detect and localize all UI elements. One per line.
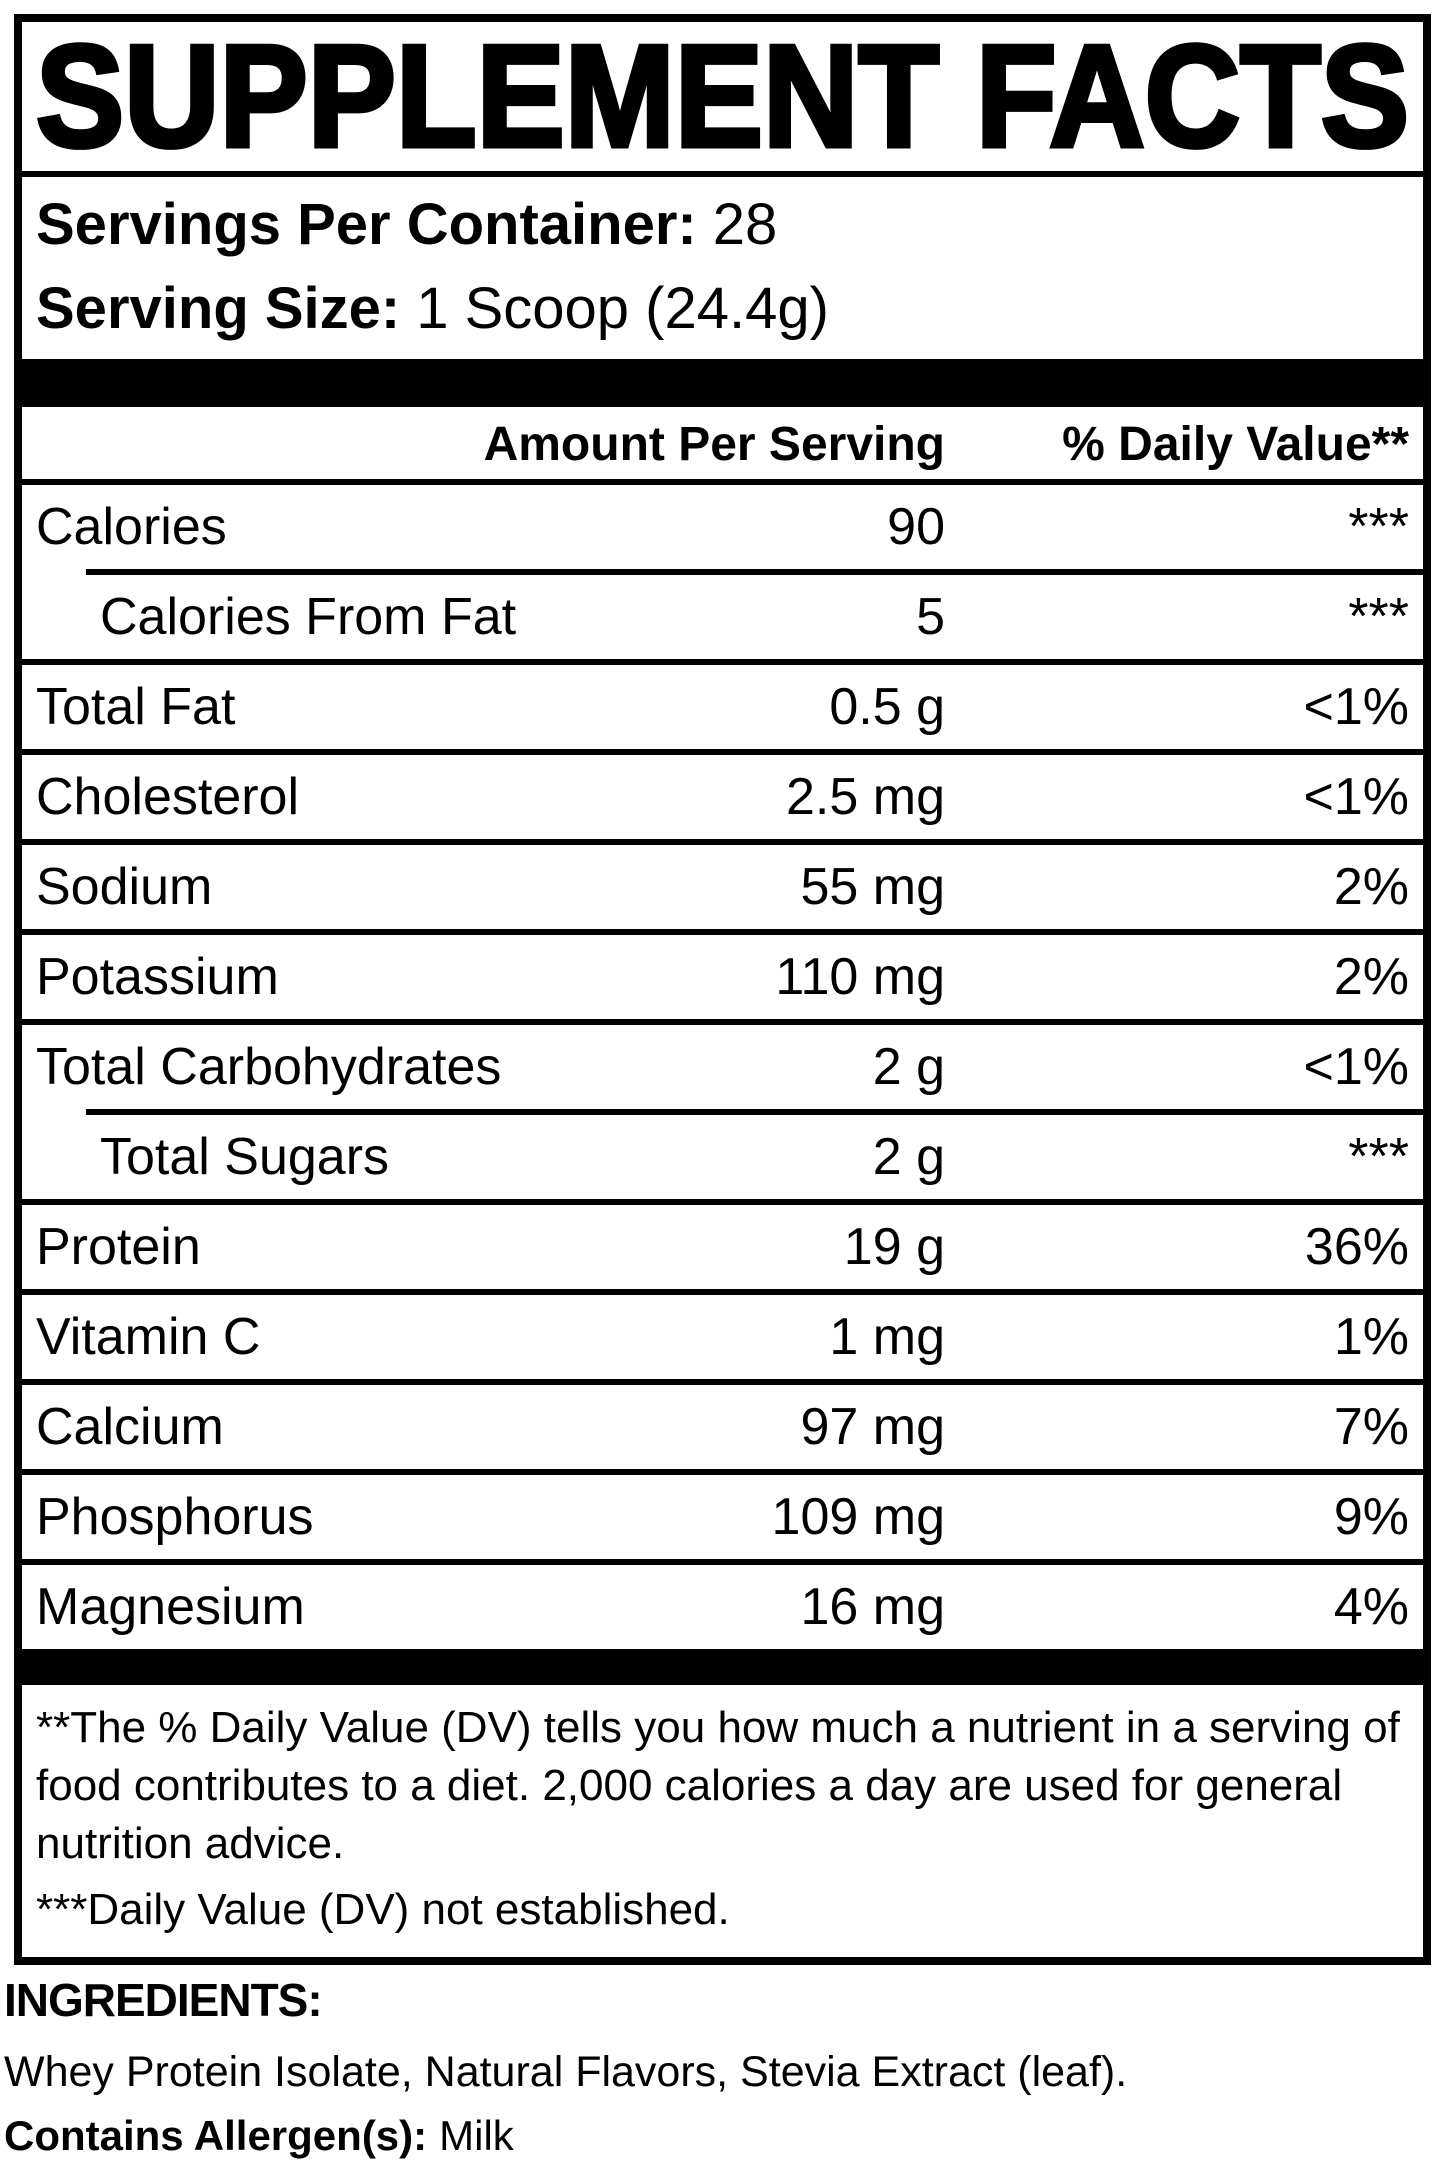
- footnotes: [22, 1685, 1423, 1957]
- serving-size-label: Serving Size:: [36, 276, 401, 341]
- nutrient-amount: 5: [916, 588, 945, 646]
- servings-per-container-line: [22, 183, 1423, 267]
- section-separator-bar-bottom: [22, 1649, 1423, 1685]
- nutrient-daily-value: <1%: [1303, 1038, 1409, 1096]
- nutrient-daily-value: ***: [1348, 498, 1409, 556]
- nutrient-amount: 1 mg: [829, 1308, 945, 1366]
- table-row: [22, 479, 1423, 569]
- table-row: [22, 839, 1423, 929]
- nutrient-daily-value: 4%: [1333, 1578, 1409, 1636]
- allergen-label: Contains Allergen(s):: [4, 2112, 428, 2159]
- panel-title-wrap: [22, 15, 1423, 177]
- nutrient-amount: 0.5 g: [829, 678, 945, 736]
- ingredients-section: [4, 1972, 1424, 2162]
- servings-per-container-value: 28: [712, 192, 778, 257]
- nutrient-name: Calories: [36, 498, 227, 556]
- nutrient-amount: 19 g: [843, 1218, 945, 1276]
- nutrient-name: Calories From Fat: [100, 588, 517, 646]
- nutrient-daily-value: <1%: [1303, 678, 1409, 736]
- nutrient-amount: 110 mg: [775, 948, 945, 1006]
- nutrient-amount: 55 mg: [800, 858, 945, 916]
- nutrient-amount: 90: [887, 498, 945, 556]
- nutrient-daily-value: 7%: [1333, 1398, 1409, 1456]
- table-row: [22, 659, 1423, 749]
- nutrient-name: Sodium: [36, 858, 213, 916]
- section-separator-bar-top: [22, 359, 1423, 407]
- table-row: [22, 1289, 1423, 1379]
- nutrient-name: Calcium: [36, 1398, 224, 1456]
- supplement-facts-panel: [14, 14, 1431, 1965]
- not-established-footnote: ***Daily Value (DV) not established.: [36, 1885, 730, 1934]
- amount-per-serving-header: Amount Per Serving: [483, 418, 945, 471]
- allergen-value: Milk: [439, 2112, 514, 2159]
- serving-size-value: 1 Scoop (24.4g): [416, 276, 829, 341]
- nutrient-amount: 16 mg: [800, 1578, 945, 1636]
- nutrient-name: Total Fat: [36, 678, 236, 736]
- nutrient-daily-value: 2%: [1333, 948, 1409, 1006]
- nutrient-daily-value: 1%: [1333, 1308, 1409, 1366]
- nutrient-name: Total Sugars: [100, 1128, 390, 1186]
- nutrient-daily-value: <1%: [1303, 768, 1409, 826]
- table-row-indented: [86, 1109, 1423, 1199]
- ingredients-list: Whey Protein Isolate, Natural Flavors, Stevia Extract (leaf).: [4, 2048, 1128, 2096]
- serving-info: [22, 183, 1423, 351]
- nutrient-name: Total Carbohydrates: [36, 1038, 502, 1096]
- nutrient-amount: 97 mg: [800, 1398, 945, 1456]
- panel-title-svg: [36, 15, 1409, 177]
- nutrient-name: Potassium: [36, 948, 279, 1006]
- table-row: [22, 1469, 1423, 1559]
- nutrient-daily-value: 9%: [1333, 1488, 1409, 1546]
- serving-size-line: [22, 267, 1423, 351]
- allergen-line: [4, 2110, 1424, 2162]
- nutrient-amount: 2 g: [872, 1038, 945, 1096]
- nutrient-amount: 2.5 mg: [786, 768, 945, 826]
- nutrient-daily-value: ***: [1348, 1128, 1409, 1186]
- table-row: [22, 1379, 1423, 1469]
- nutrient-name: Magnesium: [36, 1578, 305, 1636]
- ingredients-heading: INGREDIENTS:: [4, 1974, 322, 2026]
- nutrient-amount: 109 mg: [771, 1488, 945, 1546]
- nutrient-name: Phosphorus: [36, 1488, 314, 1546]
- table-row: [22, 749, 1423, 839]
- nutrient-daily-value: 2%: [1333, 858, 1409, 916]
- daily-value-footnote: **The % Daily Value (DV) tells you how much a nutrient in a serving of food contributes to a diet. 2,000 calories a day are used for general nutrition advice.: [36, 1703, 1400, 1868]
- nutrient-name: Vitamin C: [36, 1308, 261, 1366]
- servings-per-container-label: Servings Per Container:: [36, 192, 697, 257]
- table-header-row: [22, 407, 1423, 479]
- nutrient-daily-value: ***: [1348, 588, 1409, 646]
- page-title: SUPPLEMENT FACTS: [36, 15, 1409, 177]
- daily-value-header: % Daily Value**: [1062, 418, 1409, 471]
- nutrient-name: Protein: [36, 1218, 201, 1276]
- table-row: [22, 929, 1423, 1019]
- table-row: [22, 1019, 1423, 1109]
- table-row-indented: [86, 569, 1423, 659]
- nutrient-name: Cholesterol: [36, 768, 300, 826]
- table-row: [22, 1559, 1423, 1649]
- nutrient-amount: 2 g: [872, 1128, 945, 1186]
- table-row: [22, 1199, 1423, 1289]
- nutrient-daily-value: 36%: [1304, 1218, 1409, 1276]
